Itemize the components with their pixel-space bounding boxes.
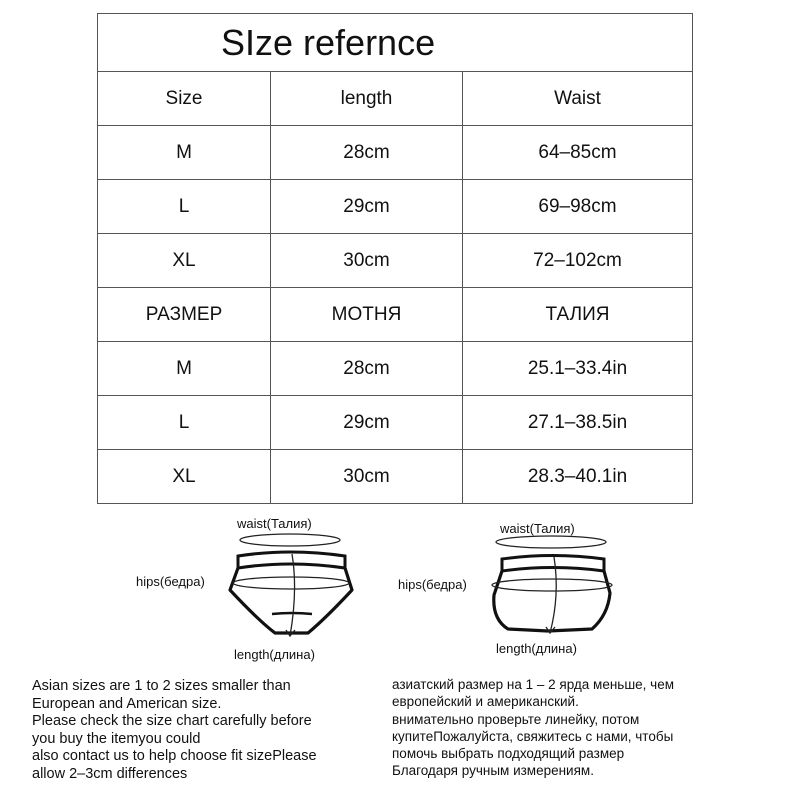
table-header-row-ru	[98, 288, 693, 342]
header-waist-ru: ТАЛИЯ	[463, 288, 693, 342]
cell-length: 30cm	[271, 450, 463, 504]
cell-waist: 64–85cm	[463, 126, 693, 180]
briefs-illustration	[130, 510, 370, 670]
table-title: SIze refernce	[98, 14, 693, 72]
boxer-diagram	[398, 515, 638, 665]
header-length: length	[271, 72, 463, 126]
table-row	[98, 234, 693, 288]
notes-russian: азиатский размер на 1 – 2 ярда меньше, чем европейский и американский. внимательно проверьте линейку, потом купитеПожалуйста, свяжитесь с нами, чтобы помочь выбрать подходящий размер Благодаря ручным измерениям.	[392, 677, 674, 779]
length-label: length(длина)	[234, 647, 315, 662]
cell-length: 29cm	[271, 180, 463, 234]
table-row	[98, 126, 693, 180]
table-header-row	[98, 72, 693, 126]
cell-size: XL	[98, 234, 271, 288]
notes-english: Asian sizes are 1 to 2 sizes smaller than European and American size. Please check the size chart carefully before you buy the itemyou could also contact us to help choose fit sizePlease allow 2–3cm differences	[32, 678, 317, 782]
size-reference-table	[97, 13, 693, 504]
table-title-row	[98, 14, 693, 72]
table-row	[98, 180, 693, 234]
header-length-ru: МОТНЯ	[271, 288, 463, 342]
waist-label: waist(Талия)	[237, 516, 312, 531]
waist-label: waist(Талия)	[500, 521, 575, 536]
header-waist: Waist	[463, 72, 693, 126]
cell-waist: 72–102cm	[463, 234, 693, 288]
length-label: length(длина)	[496, 641, 577, 656]
cell-length: 28cm	[271, 126, 463, 180]
cell-size: L	[98, 396, 271, 450]
cell-size: M	[98, 342, 271, 396]
cell-length: 30cm	[271, 234, 463, 288]
hips-label: hips(бедра)	[136, 574, 205, 589]
cell-waist: 27.1–38.5in	[463, 396, 693, 450]
cell-size: L	[98, 180, 271, 234]
table-row	[98, 396, 693, 450]
cell-waist: 69–98cm	[463, 180, 693, 234]
header-size: Size	[98, 72, 271, 126]
header-size-ru: РАЗМЕР	[98, 288, 271, 342]
table-row	[98, 450, 693, 504]
cell-size: XL	[98, 450, 271, 504]
cell-waist: 25.1–33.4in	[463, 342, 693, 396]
cell-length: 29cm	[271, 396, 463, 450]
table-row	[98, 342, 693, 396]
briefs-diagram	[130, 510, 370, 670]
cell-waist: 28.3–40.1in	[463, 450, 693, 504]
cell-size: M	[98, 126, 271, 180]
hips-label: hips(бедра)	[398, 577, 467, 592]
cell-length: 28cm	[271, 342, 463, 396]
